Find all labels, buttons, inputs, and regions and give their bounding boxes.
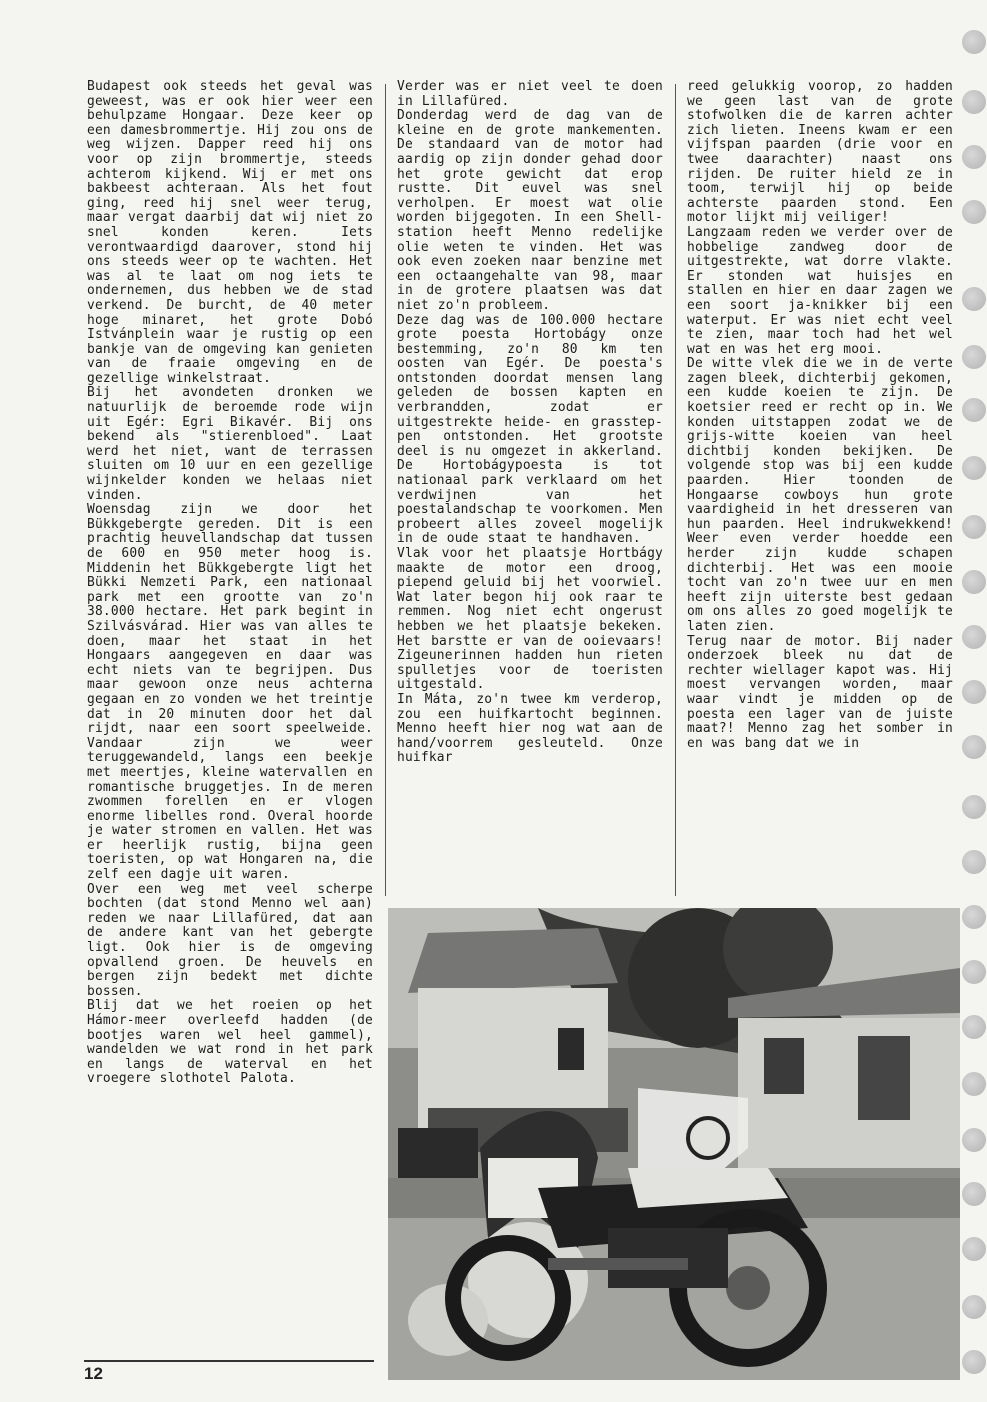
paragraph: Vlak voor het plaatsje Hortbágy maakte de motor een droog, piepend geluid bij het voorwiel. Wat later begon hij ook raar te remmen. Nog niet echt ongerust hebben we het plaatsje bekeken. Het barstte er van de ooievaars! Zigeunerinnen hadden hun rieten spulletjes voor de toeristen uitgestald. bbox=[397, 546, 663, 693]
paragraph: Donderdag werd de dag van de kleine en de grote mankementen. De standaard van de motor had aardig op zijn donder gehad door het grote gewicht dat erop rustte. Dit euvel was snel verholpen. Er moest wat olie worden bijgegoten. In een Shell-station heeft Menno redelijke olie weten te vinden. Het was ook even zoeken naar benzine met een octaangehalte van 98, maar in de grotere plaatsen was dat niet zo'n probleem. bbox=[397, 108, 663, 313]
binder-hole-icon bbox=[962, 850, 986, 874]
binder-hole-icon bbox=[962, 345, 986, 369]
paragraph: Blij dat we het roeien op het Hámor-meer overleefd hadden (de bootjes waren wel heel gammel), wandelden we wat rond in het park en langs de waterval en het vroegere slothotel Palota. bbox=[87, 998, 373, 1087]
binder-hole-icon bbox=[962, 625, 986, 649]
paragraph: Langzaam reden we verder over de hobbelige zandweg door de uitgestrekte, wat dorre vlakte. Er stonden wat huisjes en stallen en hier en daar zagen we een soort ja-knikker bij een waterput. Er was niet echt veel te zien, maar toch had het wel wat en was het erg mooi. bbox=[687, 224, 953, 357]
article-column-1 bbox=[87, 80, 373, 1087]
paragraph: Budapest ook steeds het geval was geweest, was er ook hier weer een behulpzame Hongaar. Deze keer op een damesbrommertje. Hij zou ons de weg wijzen. Dapper reed hij ons voor op zijn brommertje, steeds achterom kijkend. Wij er met ons bakbeest achteraan. Als het fout ging, reed hij snel weer terug, maar vergat daarbij dat wij niet zo snel konden keren. Iets verontwaardigd daarover, stond hij ons steeds weer op te wachten. Het was al te laat om nog iets te ondernemen, dus hebben we de stad verkend. De burcht, de 40 meter hoge minaret, het grote Dobó Istvánplein waar je rustig op een bankje van de omgeving kan genieten van de fraaie omgeving en de gezellige winkelstraat. bbox=[87, 79, 373, 386]
binder-hole-icon bbox=[962, 1015, 986, 1039]
binder-hole-icon bbox=[962, 795, 986, 819]
binder-hole-icon bbox=[962, 90, 986, 114]
paragraph: In Máta, zo'n twee km verderop, zou een huifkartocht beginnen. Menno heeft hier nog wat aan de hand/voorrem gesleuteld. Onze huifkar bbox=[397, 691, 663, 766]
article-column-2 bbox=[397, 80, 663, 766]
binder-hole-icon bbox=[962, 1128, 986, 1152]
article-column-3 bbox=[687, 80, 953, 751]
paragraph: De witte vlek die we in de verte zagen bleek, dichterbij gekomen, een kudde koeien te zijn. De koetsier reed er recht op in. We konden uitstappen zodat we de grijs-witte koeien van heel dichtbij konden bekijken. De volgende stop was bij een kudde paarden. Hier toonden de Hongaarse cowboys hun grote vaardigheid in het dresseren van hun paarden. Heel indrukwekkend! Weer even verder hoedde een herder zijn kudde schapen dichterbij. Het was een mooie tocht van zo'n twee uur en men heeft zijn uiterste best gedaan om ons alles zo goed mogelijk te laten zien. bbox=[687, 356, 953, 634]
footer-rule bbox=[84, 1360, 374, 1362]
binder-hole-icon bbox=[962, 960, 986, 984]
motorcycle-photo bbox=[388, 908, 960, 1380]
paragraph: Terug naar de motor. Bij nader onderzoek bleek nu dat de rechter wiellager kapot was. Hij moest vervangen worden, maar waar vindt je midden op de poesta een lager van de juiste maat?! Menno zag het somber in en was bang dat we in bbox=[687, 633, 953, 751]
paragraph: Bij het avondeten dronken we natuurlijk de beroemde rode wijn uit Egér: Egri Bikavér. Bij ons bekend als "stierenbloed". Laat werd het niet, want de terrassen sluiten om 10 uur en een gezellige wijnkelder konden we helaas niet vinden. bbox=[87, 385, 373, 503]
binder-hole-icon bbox=[962, 1072, 986, 1096]
paragraph: Woensdag zijn we door het Bükkgebergte gereden. Dit is een prachtig heuvellandschap dat tussen de 600 en 950 meter hoog is. Middenin het Bükkgebergte ligt het Bükki Nemzeti Park, een nationaal park met een grootte van zo'n 38.000 hectare. Het park begint in Szilvásvárad. Hier was van alles te doen, maar het staat in het Hongaars aangegeven en daar was echt niets van te begrijpen. Dus maar gewoon onze neus achterna gegaan en zo vonden we het treintje dat in 20 minuten door het dal rijdt, naar een soort speelweide. Vandaar zijn we weer teruggewandeld, langs een beekje met meertjes, kleine watervallen en romantische bruggetjes. In de meren zwommen forellen en er vlogen enorme libelles rond. Overal hoorde je water stromen en vallen. Het was er heerlijk rustig, bijna geen toeristen, op wat Hongaren na, die zelf een dagje uit waren. bbox=[87, 502, 373, 883]
page-number: 12 bbox=[84, 1364, 103, 1383]
binder-hole-icon bbox=[962, 680, 986, 704]
binder-hole-icon bbox=[962, 1237, 986, 1261]
binder-hole-icon bbox=[962, 145, 986, 169]
motorcycle-photo-illustration bbox=[388, 908, 960, 1380]
binder-hole-icon bbox=[962, 735, 986, 759]
binder-hole-icon bbox=[962, 398, 986, 422]
binder-hole-icon bbox=[962, 456, 986, 480]
binder-hole-icon bbox=[962, 1295, 986, 1319]
paragraph: Over een weg met veel scherpe bochten (dat stond Menno wel aan) reden we naar Lillafüred, dat aan de andere kant van het gebergte ligt. Ook hier is de omgeving opvallend groen. De heuvels en bergen zijn bedekt met dichte bossen. bbox=[87, 881, 373, 999]
paragraph: Verder was er niet veel te doen in Lillafüred. bbox=[397, 79, 663, 109]
binder-hole-icon bbox=[962, 1350, 986, 1374]
binder-hole-icon bbox=[962, 200, 986, 224]
binder-hole-icon bbox=[962, 515, 986, 539]
column-divider bbox=[385, 84, 386, 896]
binder-hole-icon bbox=[962, 30, 986, 54]
binder-hole-icon bbox=[962, 905, 986, 929]
paragraph: Deze dag was de 100.000 hectare grote poesta Hortobágy onze bestemming, zo'n 80 km ten oosten van Egér. De poesta's ontstonden doordat mensen lang geleden de bossen kapten en verbrandden, zodat er uitgestrekte heide- en grasstep-pen ontstonden. Het grootste deel is nu omgezet in akkerland. De Hortobágypoesta is tot nationaal park verklaard om het verdwijnen van het poestalandschap te voorkomen. Men probeert alles zoveel mogelijk in de oude staat te handhaven. bbox=[397, 312, 663, 547]
binder-hole-icon bbox=[962, 1182, 986, 1206]
paragraph: reed gelukkig voorop, zo hadden we geen last van de grote stofwolken die de karren achter zich lieten. Ineens kwam er een vijfspan paarden (drie voor en twee daarachter) naast ons rijden. De ruiter hield ze in toom, terwijl hij op beide achterste paarden stond. Een motor lijkt mij veiliger! bbox=[687, 79, 953, 226]
binder-hole-icon bbox=[962, 287, 986, 311]
binder-hole-icon bbox=[962, 570, 986, 594]
column-divider bbox=[675, 84, 676, 896]
